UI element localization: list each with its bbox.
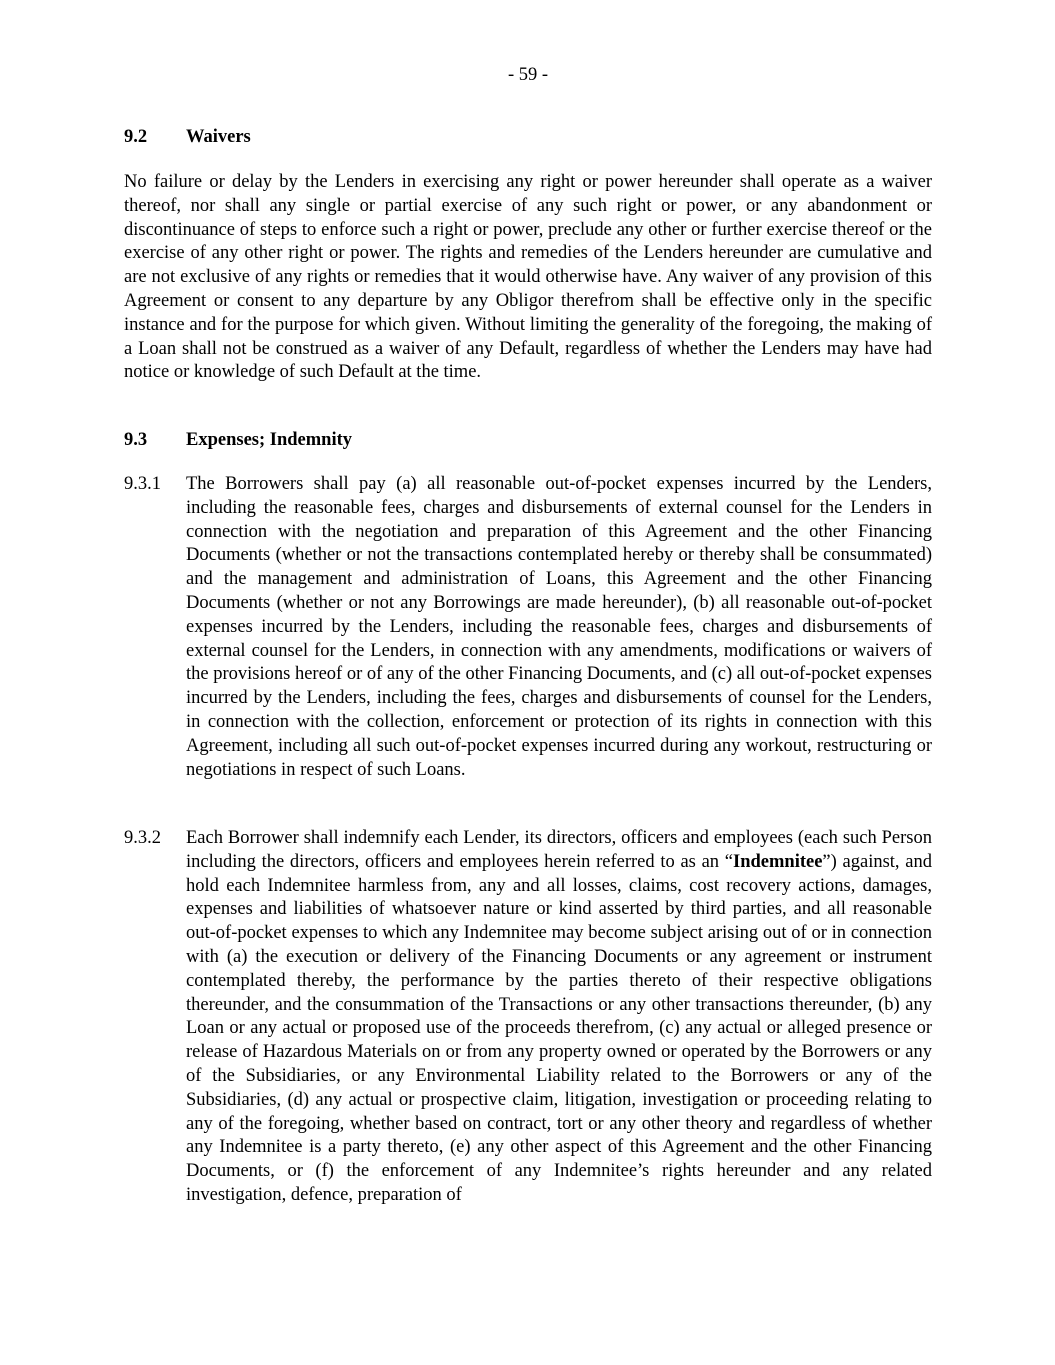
section-title: Waivers (186, 127, 251, 147)
defined-term-indemnitee: Indemnitee (733, 851, 823, 872)
section-heading-9-2 (124, 125, 251, 149)
section-number: 9.2 (124, 127, 148, 147)
section-number: 9.3 (124, 430, 148, 450)
clause-9-3-2 (124, 827, 932, 1208)
section-9-2-body: No failure or delay by the Lenders in exercising any right or power hereunder shall operate as a waiver thereof, nor shall any single or partial exercise of any such right or power, or any abandonment or discontinuance of steps to enforce such a right or power, preclude any other or further exercise thereof or the exercise of any other right or power. The rights and remedies of the Lenders hereunder are cumulative and are not exclusive of any rights or remedies that it would otherwise have. Any waiver of any provision of this Agreement or consent to any departure by any Obligor therefrom shall be effective only in the specific instance and for the purpose for which given. Without limiting the generality of the foregoing, the making of a Loan shall not be construed as a waiver of any Default, regardless of whether the Lenders may have had notice or knowledge of such Default at the time. (124, 172, 932, 383)
clause-text-before: Each Borrower shall indemnify each Lender, its directors, officers and employees (each such Person including the directors, officers and employees herein referred to as an “ (186, 828, 932, 872)
clause-number: 9.3.1 (124, 474, 161, 494)
clause-text: The Borrowers shall pay (a) all reasonable out-of-pocket expenses incurred by the Lenders, including the reasonable fees, charges and disbursements of external counsel for the Lenders in connection with the negotiation and preparation of this Agreement and the other Financing Documents (whether or not the transactions contemplated hereby or thereby shall be consummated) and the management and administration of Loans, this Agreement and the other Financing Documents (whether or not any Borrowings are made hereunder), (b) all reasonable out-of-pocket expenses incurred by the Lenders, including the reasonable fees, charges and disbursements of external counsel for the Lenders, in connection with any amendments, modifications or waivers of the provisions hereof or of any of the other Financing Documents, and (c) all out-of-pocket expenses incurred by the Lenders, including the fees, charges and disbursements of counsel for the Lenders, in connection with the collection, enforcement or protection of its rights in connection with this Agreement, including all such out-of-pocket expenses incurred during any workout, restructuring or negotiations in respect of such Loans. (186, 474, 932, 780)
page-number: - 59 - (507, 65, 549, 85)
section-heading-9-3 (124, 428, 352, 452)
clause-number: 9.3.2 (124, 828, 161, 848)
clause-text (186, 827, 932, 1208)
section-title: Expenses; Indemnity (186, 430, 353, 450)
clause-text-after: ”) against, and hold each Indemnitee harmless from, any and all losses, claims, cost recovery actions, damages, expenses and liabilities of whatsoever nature or kind asserted by third parties, and all reasonable out-of-pocket expenses to which any Indemnitee may become subject arising out of or in connection with (a) the execution or delivery of the Financing Documents or any agreement or instrument contemplated thereby, the performance by the parties thereto of their respective obligations thereunder, and the consummation of the Transactions or any other transactions thereunder, (b) any Loan or any actual or proposed use of the proceeds therefrom, (c) any actual or alleged presence or release of Hazardous Materials on or from any property owned or operated by the Borrowers or any of the Subsidiaries, or any Environmental Liability related to the Borrowers or any of the Subsidiaries, (d) any actual or prospective claim, litigation, investigation or proceeding relating to any of the foregoing, whether based on contract, tort or any other theory and regardless of whether any Indemnitee is a party thereto, (e) any other aspect of this Agreement and the other Financing Documents, or (f) the enforcement of any Indemnitee’s rights hereunder and any related investigation, defence, preparation of (186, 851, 932, 1205)
clause-9-3-1 (124, 473, 932, 782)
